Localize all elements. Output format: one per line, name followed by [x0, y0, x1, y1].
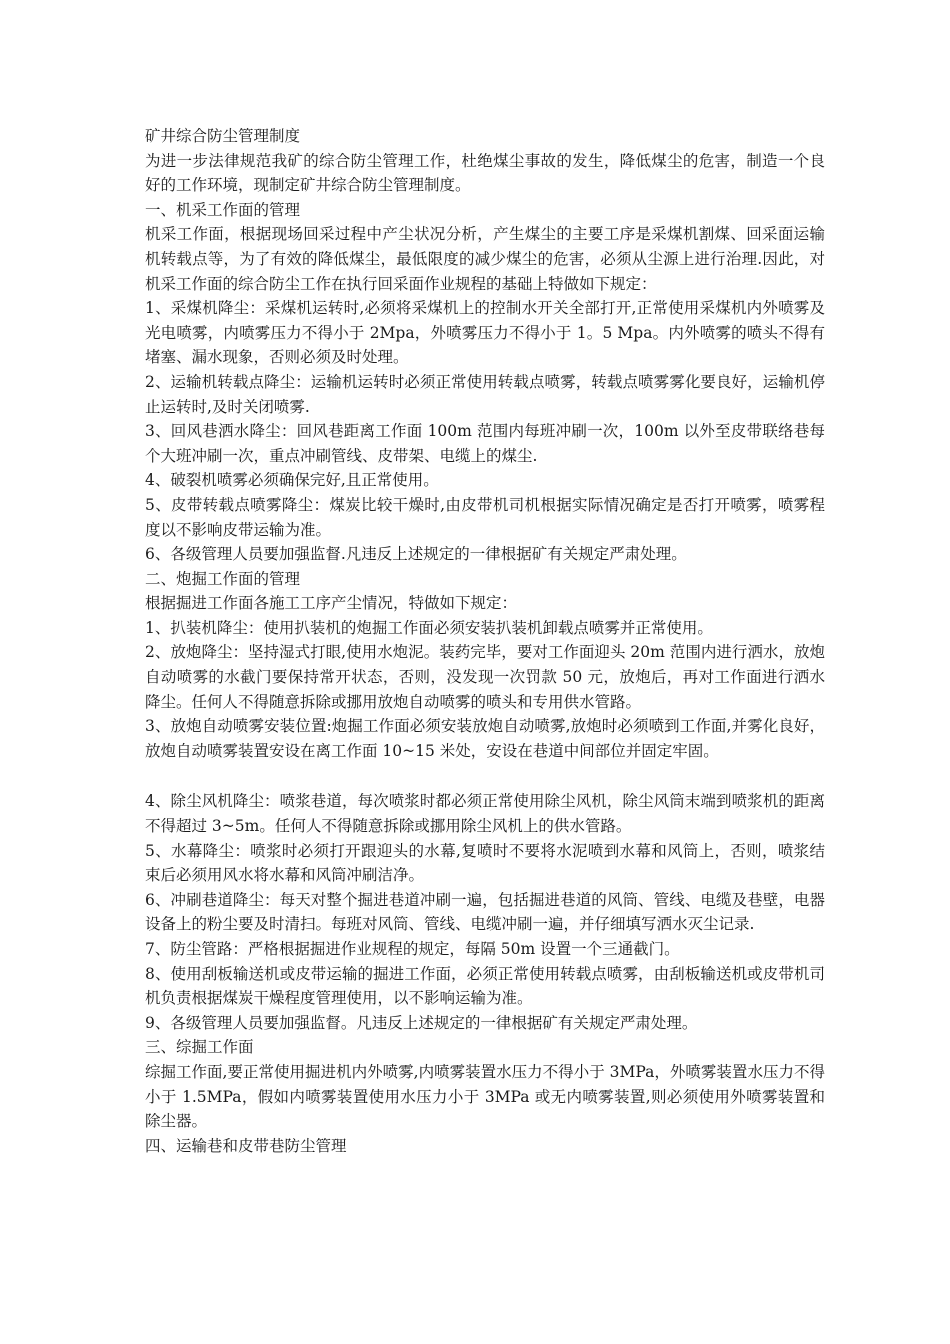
section-1-intro: 机采工作面，根据现场回采过程中产尘状况分析，产生煤尘的主要工序是采煤机割煤、回采面运输机转载点等，为了有效的降低煤尘，最低限度的减少煤尘的危害，必须从尘源上进行治理.因此，对机采工作面的综合防尘工作在执行回采面作业规程的基础上特做如下规定：	[145, 225, 825, 293]
section-1-item: 5、皮带转载点喷雾降尘：煤炭比较干燥时,由皮带机司机根据实际情况确定是否打开喷雾，喷雾程度以不影响皮带运输为准。	[145, 495, 825, 539]
section-2-heading: 二、炮掘工作面的管理	[145, 569, 301, 588]
section-1-heading: 一、机采工作面的管理	[145, 200, 301, 219]
document-title: 矿井综合防尘管理制度	[145, 127, 301, 145]
section-2-item: 8、使用刮板输送机或皮带运输的掘进工作面，必须正常使用转载点喷雾，由刮板输送机或皮带机司机负责根据煤炭干燥程度管理使用，以不影响运输为准。	[145, 964, 825, 1008]
section-1-item: 3、回风巷洒水降尘：回风巷距离工作面 100m 范围内每班冲刷一次，100m 以外至皮带联络巷每个大班冲刷一次，重点冲刷管线、皮带架、电缆上的煤尘.	[145, 422, 825, 465]
section-2-item: 2、放炮降尘：坚持湿式打眼,使用水炮泥。装药完毕，要对工作面迎头 20m 范围内进行洒水，放炮自动喷雾的水截门要保持常开状态，否则，没发现一次罚款 50 元，放炮后，再对工作面进行洒水降尘。任何人不得随意拆除或挪用放炮自动喷雾的喷头和专用供水管路。	[145, 643, 825, 711]
section-2-item: 7、防尘管路：严格根据掘进作业规程的规定，每隔 50m 设置一个三通截门。	[145, 940, 680, 958]
paragraph-gap	[145, 763, 825, 789]
section-4-heading: 四、运输巷和皮带巷防尘管理	[145, 1136, 347, 1155]
section-2-item: 6、冲刷巷道降尘：每天对整个掘进巷道冲刷一遍，包括掘进巷道的风筒、管线、电缆及巷壁，电器设备上的粉尘要及时清扫。每班对风筒、管线、电缆冲刷一遍，并仔细填写洒水灭尘记录.	[145, 890, 825, 934]
section-2-item: 3、放炮自动喷雾安装位置:炮掘工作面必须安装放炮自动喷雾,放炮时必须喷到工作面,并雾化良好，放炮自动喷雾装置安设在离工作面 10~15 米处，安设在巷道中间部位并固定牢固。	[145, 717, 825, 760]
section-2-intro: 根据掘进工作面各施工工序产尘情况，特做如下规定：	[145, 594, 518, 613]
document-body	[145, 124, 825, 1158]
section-1-item: 6、各级管理人员要加强监督.凡违反上述规定的一律根据矿有关规定严肃处理。	[145, 545, 687, 564]
intro-paragraph: 为进一步法律规范我矿的综合防尘管理工作，杜绝煤尘事故的发生，降低煤尘的危害，制造一个良好的工作环境，现制定矿井综合防尘管理制度。	[145, 151, 825, 195]
section-2-item: 1、扒装机降尘：使用扒装机的炮掘工作面必须安装扒装机卸载点喷雾并正常使用。	[145, 618, 713, 637]
section-1-item: 1、采煤机降尘：采煤机运转时,必须将采煤机上的控制水开关全部打开,正常使用采煤机内外喷雾及光电喷雾，内喷雾压力不得小于 2Mpa，外喷雾压力不得小于 1。5 Mpa。内外喷雾的喷头不得有堵塞、漏水现象，否则必须及时处理。	[145, 299, 825, 367]
section-2-item: 9、各级管理人员要加强监督。凡违反上述规定的一律根据矿有关规定严肃处理。	[145, 1013, 698, 1032]
section-3-body: 综掘工作面,要正常使用掘进机内外喷雾,内喷雾装置水压力不得小于 3MPa，外喷雾装置水压力不得小于 1.5MPa，假如内喷雾装置使用水压力小于 3MPa 或无内喷雾装置,则必须使用外喷雾装置和除尘器。	[145, 1062, 825, 1131]
section-2-item: 4、除尘风机降尘：喷浆巷道，每次喷浆时都必须正常使用除尘风机，除尘风筒末端到喷浆机的距离不得超过 3~5m。任何人不得随意拆除或挪用除尘风机上的供水管路。	[145, 792, 825, 836]
section-3-heading: 三、综掘工作面	[145, 1038, 254, 1057]
section-1-item: 2、运输机转载点降尘：运输机运转时必须正常使用转载点喷雾，转载点喷雾雾化要良好，运输机停止运转时,及时关闭喷雾.	[145, 372, 825, 416]
section-2-item: 5、水幕降尘：喷浆时必须打开跟迎头的水幕,复喷时不要将水泥喷到水幕和风筒上，否则，喷浆结束后必须用风水将水幕和风筒冲刷洁净。	[145, 841, 825, 885]
section-1-item: 4、破裂机喷雾必须确保完好,且正常使用。	[145, 471, 439, 490]
